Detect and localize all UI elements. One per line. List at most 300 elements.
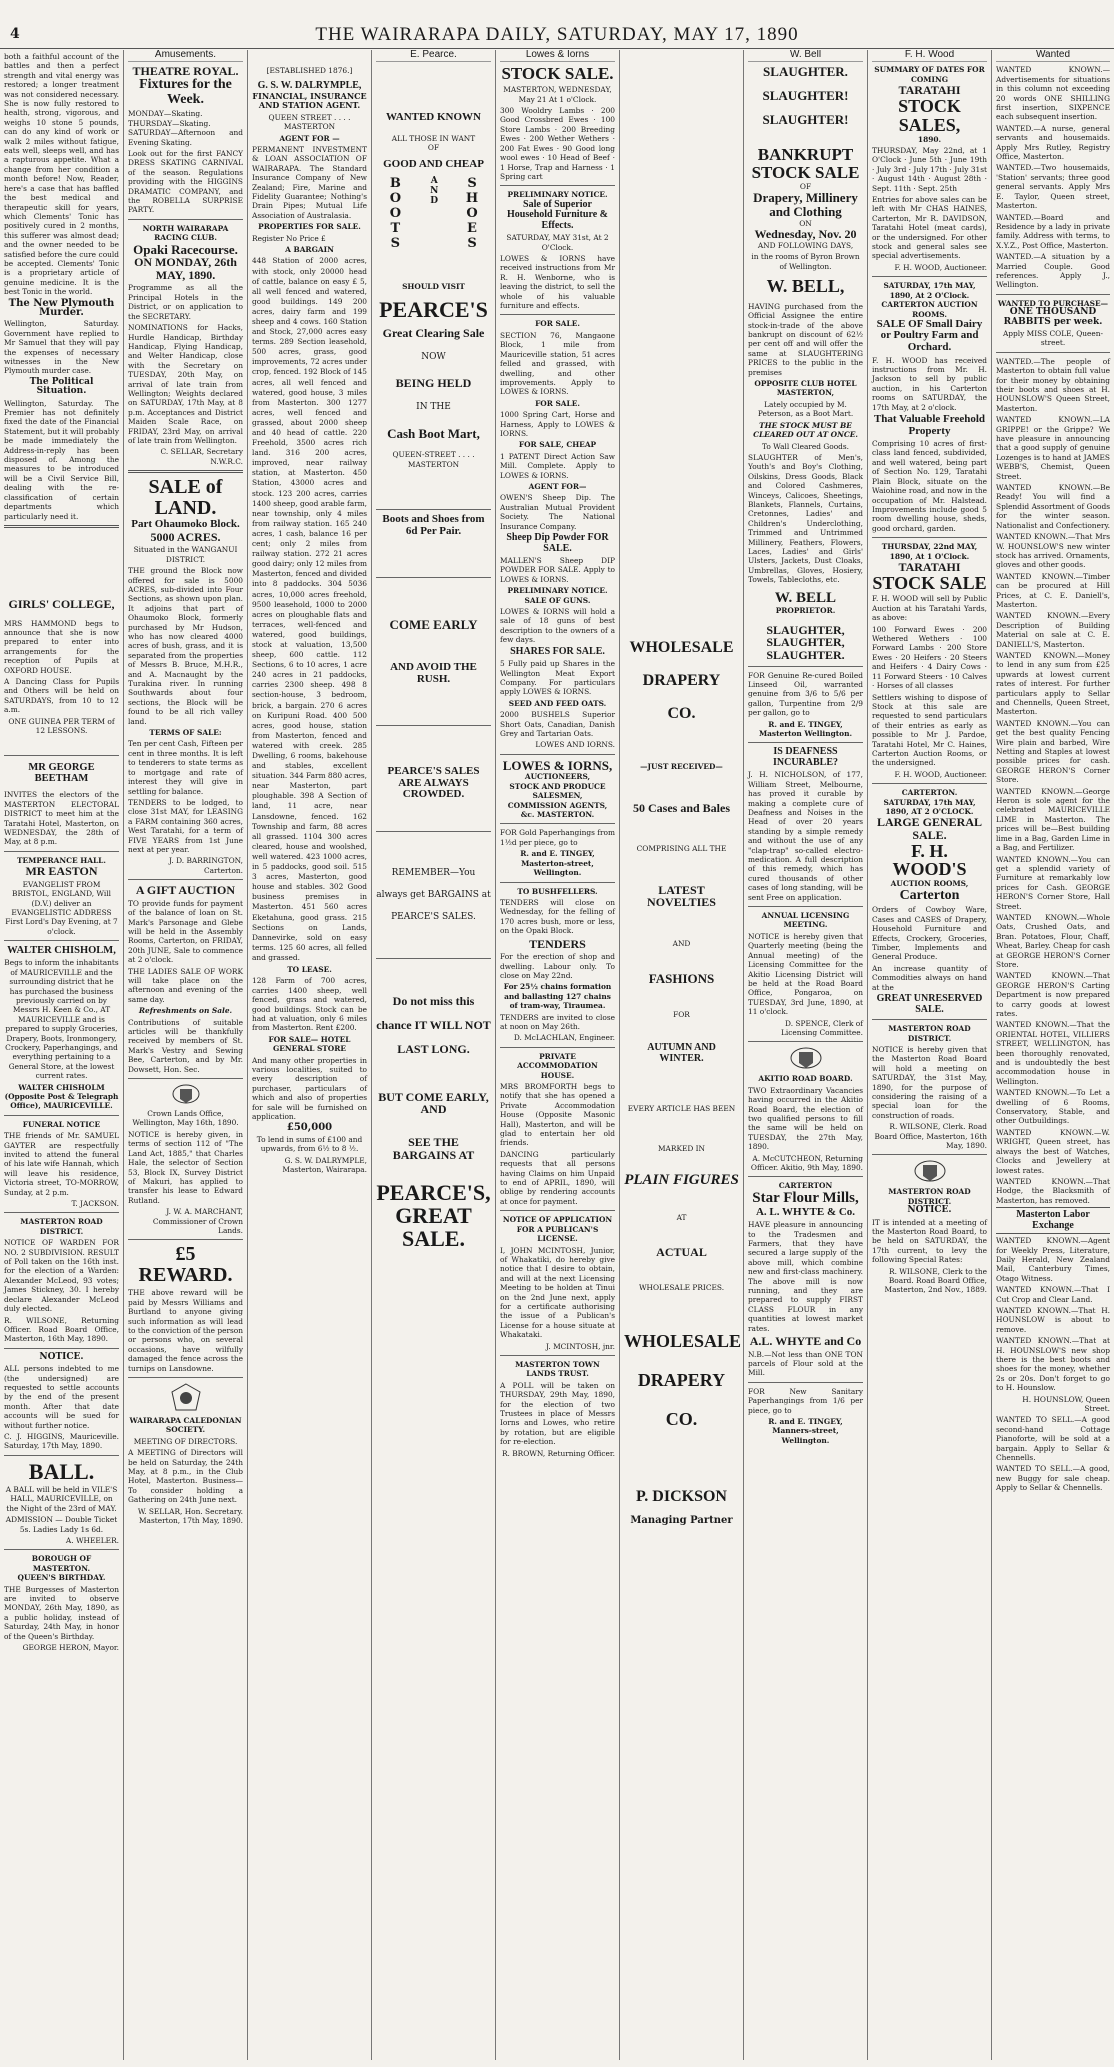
classified-ad: WANTED KNOWN.—That Mrs W. HOUNSLOW'S new winter stock has arrived. Ornaments, gloves and other goods. <box>996 532 1110 570</box>
classified-ad: WANTED KNOWN.—Whole Oats, Crushed Oats, and Bran. Potatoes, Flour, Chaff, Wheat, Barley. Cheap for cash at GEORGE HERON'S Corner Store. <box>996 912 1110 969</box>
ad-title: TERMS OF SALE: <box>149 728 222 738</box>
ad-text: EVERY ARTICLE HAS BEEN <box>627 1104 736 1114</box>
ad-title: GOOD AND CHEAP <box>383 157 484 170</box>
classified-ad: WANTED KNOWN.—That at H. HOUNSLOW'S new shop there is the best boots and shoes for the money, whether 2s or 20s. Don't forget to go to H. Hounslow. <box>996 1336 1110 1393</box>
ad-signature: R. WILSONE, Clerk to the Board. Road Board Office, Masterton, 2nd Nov., 1889. <box>884 1266 987 1295</box>
ad-text: THE friends of Mr. SAMUEL GAYTER are respectfully invited to attend the funeral of his late wife Hannah, which will leave his residence, Victoria street, TO-MORROW, Sunday, at 2 p.m. <box>4 1131 119 1197</box>
classified-ad: WANTED KNOWN.—Money to lend in any sum from £25 upwards at lowest current rates of interest. For further particulars apply to Sellar and Chennells, Queen Street, Masterton. <box>996 650 1110 717</box>
ad-text: QUEEN STREET . . . . MASTERTON <box>268 112 351 132</box>
ad-signature: R. and E. TINGEY, Manners-street, Wellington. <box>768 1417 843 1445</box>
society-crest-icon <box>166 1382 206 1412</box>
ad-title-reward: £5 REWARD. <box>138 1243 233 1287</box>
ad-text: NOMINATIONS for Hacks, Hurdle Handicap, Birthday Handicap, Flying Handicap, and Welter Handicap, close with the Secretary on TUESDAY, 20th May, on arrival of late train from Wellington; Weights declared on SATURDAY, 17th May, at 8 p.m. Acceptances and District Maiden Scale Race, on FRIDAY, 23rd May, on arrival of late train from Wellington. <box>128 323 243 445</box>
column-header: E. Pearce. <box>376 50 491 62</box>
ad-title: A. L. WHYTE & Co. <box>755 1205 856 1218</box>
boots-shoes-block <box>376 176 491 276</box>
ad-title: SHARES FOR SALE. <box>510 645 605 657</box>
ad-text: Programme as all the Principal Hotels in the District, or on application to the SECRETARY. <box>128 283 243 321</box>
ad-text: A Dancing Class for Pupils and Others will be held on SATURDAYS, from 10 to 12 a.m. <box>4 676 119 715</box>
ad-title: COME EARLY <box>389 617 478 633</box>
ad-text: 128 Farm of 700 acres, carries 1400 sheep, well fenced, grass and watered, good buildings. Stock can be had at valuation, only 6 miles from Masterton. Rent £200. <box>252 976 367 1033</box>
classified-ad: WANTED KNOWN.—You can get a splendid variety of Furniture at remarkably low prices for Cash. GEORGE HERON'S Corner Store, Hall Street. <box>996 854 1110 911</box>
ad-title: WALTER CHISHOLM, <box>7 945 116 957</box>
ad-text: PERMANENT INVESTMENT & LOAN ASSOCIATION OF WAIRARAPA. The Standard Insurance Company of New Zealand; Fire, Marine and Fidelity Guarantee; Nothing's Drain Pipes; Mutual Life Association of Australasia. <box>252 144 367 220</box>
ad-signature: H. HOUNSLOW, Queen Street. <box>1022 1394 1110 1414</box>
ad-title: WANTED KNOWN <box>385 111 482 124</box>
ad-title: A.L. WHYTE and Co <box>749 1333 862 1348</box>
coat-of-arms-icon <box>789 1046 823 1070</box>
ad-title: MASTERTON ROAD DISTRICT. <box>20 1217 103 1236</box>
headline: The Political Situation. <box>29 376 94 397</box>
ad-title: SATURDAY, 17th MAY, 1890, AT 2 O'CLOCK. <box>883 797 976 816</box>
ad-title: 50 Cases and Bales <box>632 800 730 815</box>
classified-ad: WANTED KNOWN.—George Heron is sole agent for the celebrated MAURICEVILLE LIME in Masterton. The prices will be—Best building lime in a Bag, Garden Lime in a Bag, and Fertilizer. <box>996 786 1110 853</box>
property-list: 448 Station of 2000 acres, with stock, only 20000 head of cattle, balance on easy £ 5, all well fenced and watered, good buildings. 149 200 acres, dairy farm and 199 sheep and 4 cows. 160 Station and Stock, 27,000 acres easy terms. 289 Section leasehold, 500 acres, grass, good improvements, 72 acres under crop, fenced. 192 Block of 145 acres, all well fenced and watered, good house, 3 miles from Masterton. 300 1277 acres, well fenced and grassed, about 2000 sheep and 40 head of cattle. 220 Freehold, 3500 acres rich land. 316 200 acres, improved, near railway station, at Masterton. 450 Station, 43000 acres and stock. 123 200 acres, carries 1400 sheep, good arable farm, near township, only 4 miles from railway station. 165 240 acres, 1 cash, balance 16 per cent; only 2 miles from railway station. 272 21 acres good dairy; only 12 miles from Masterton, fenced and divided into 8 paddocks. 304 5036 acres, 10,000 acres freehold, 9500 leasehold, 1000 to 2000 acres on ploughable flats and terraces, well-fenced and watered, good buildings, stock at valuation, 13,500 sheep, 600 cattle. 112 Sections, 6 to 10 acres, 1 acre 240 acres in 21 paddocks, carries 2300 sheep. 498 8 section-house, 3 bedroom, brick, a bargain. 270 6 acres on Kuripuni Road. 400 500 acres, good house, station from Masterton, fenced and watered with creek. 285 Dwelling, 6 rooms, bakehouse and stables, excellent situation. 344 Farm 880 acres, near Masterton, part ploughable. 398 A Section of land, 11 acre, near Lansdowne, fenced. 162 Township and farm, 88 acres all grassed. 1104 300 acres cleared, house and woolshed, well watered. 423 1000 acres, in 5 paddocks, good soil. 515 3 acres, Masterton, good house and stables. 302 Good business premises in Masterton. 451 560 acres Eketahuna, good grass. 215 Sections on Lands, Dannevirke, sold on easy terms. 125 60 acres, all felled and grassed. <box>252 256 367 962</box>
ad-title: CARTERTON. <box>901 788 958 798</box>
ad-title: SUMMARY OF DATES FOR COMING <box>874 65 985 84</box>
ad-title: BUT COME EARLY, AND <box>378 1089 489 1117</box>
ad-text: MRS BROMFORTH begs to notify that she has opened a Private Accommodation House (Opposite Masonic Hall), Masterton, and will be glad to entertain her old friends. <box>500 1082 615 1148</box>
classified-ad: WANTED KNOWN.—That I Cut Crop and Clear Land. <box>996 1285 1110 1304</box>
classified-ad: WANTED KNOWN.—Agent for Weekly Press, Literature, Daily Herald, New Zealand Mail, Canterbury Times, Otago Witness. <box>996 1236 1110 1283</box>
ad-text: Managing Partner <box>630 1514 733 1526</box>
ad-signature: R. and E. TINGEY, Masterton Wellington. <box>758 719 853 738</box>
ad-signature: R. WILSONE, Returning Officer. Road Board Office, Masterton, 16th May, 1890. <box>4 1315 119 1344</box>
ad-text: A POLL will be taken on THURSDAY, 29th May, 1890, for the election of two Trustees in place of Messrs Iorns and Lowes, who retire by rotation, but are eligible for re-election. <box>500 1380 615 1447</box>
ad-title: ON MONDAY, 26th MAY, 1890. <box>134 255 237 282</box>
ad-title: AUCTION ROOMS, <box>890 879 969 889</box>
ad-title: TO LEASE. <box>287 964 332 974</box>
page-number: 4 <box>10 26 20 42</box>
ad-text: 1000 Spring Cart, Horse and Harness, Apply to LOWES & IORNS. <box>500 410 615 438</box>
classified-ad: WANTED TO SELL.—A good second-hand Cottage Pianoforte, will be sold at a bargain. Apply to Sellar & Chennells. <box>996 1415 1110 1463</box>
ad-text: THE STOCK MUST BE CLEARED OUT AT ONCE. <box>753 420 858 440</box>
ad-title: PRELIMINARY NOTICE. <box>507 190 608 200</box>
ad-title: Carterton <box>899 887 960 903</box>
ad-title-pearces: PEARCE'S <box>379 296 488 322</box>
ad-title: Do not miss this chance IT WILL NOT LAST LONG. <box>376 993 491 1056</box>
ad-title: Refreshments on Sale. <box>138 1006 233 1016</box>
classified-ad: WANTED.—Two housemaids, 'Station' servants; three good general servants. Apply Mrs E. Taylor, Queen street, Masterton. <box>996 163 1110 211</box>
ad-text: MARKED IN <box>657 1143 706 1153</box>
ad-text: TENDERS to be lodged, to close 31st MAY, for LEASING a FARM containing 360 acres, West Taratahi, for a term of FIVE YEARS from 1st June next at per year. <box>128 797 243 854</box>
ad-title: Drapery, Millinery and Clothing <box>753 190 858 220</box>
ad-signature: GEORGE HERON, Mayor. <box>22 1642 119 1652</box>
ad-text: To Wall Cleared Goods. <box>761 441 850 451</box>
ad-text: A BALL will be held in VILE'S HALL, MAURICEVILLE, on the Night of the 23rd of MAY. <box>5 1484 118 1513</box>
ad-text: THE above reward will be paid by Messrs Williams and Burtland to anyone giving such information as will lead to the conviction of the person or persons who, on several occasions, have wilfully damaged the fence across the turnips on Lansdowne. <box>128 1288 243 1373</box>
ad-title: WHOLESALE <box>624 1331 742 1352</box>
ad-title: CO. <box>667 704 696 722</box>
ad-title: WHOLESALE <box>629 639 734 656</box>
classified-ad: WANTED KNOWN.—That Hodge, the Blacksmith of Masterton, has removed. <box>996 1176 1110 1205</box>
ad-text: 300 Wooldry Lambs · 200 Good Crossbred Ewes · 100 Store Lambs · 200 Breeding Ewes · 200 Wether Wethers · 200 Fat Ewes · 90 Good long wool ewes · 10 Head of Beef · 1 Horse, Trap and Harness · 1 Spring cart <box>500 106 615 181</box>
ad-title: COMMISSION AGENTS, &c. MASTERTON. <box>507 800 608 820</box>
ad-text: Begs to inform the inhabitants of MAURICEVILLE and the surrounding district that he has purchased the business previously carried on by Messrs H. Keen & Co., AT MAURICEVILLE and is prepared to supply Groceries, Drapery, Boots, Ironmongery, Crockery, Paperhangings, and everything pertaining to a General Store, at the lowest current rates. <box>4 958 119 1081</box>
ad-title: FUNERAL NOTICE <box>22 1119 101 1129</box>
ad-title: FASHIONS <box>648 971 715 987</box>
classified-ad: WANTED KNOWN.—That H. HOUNSLOW is about to remove. <box>996 1305 1110 1334</box>
ad-text: NOTICE is hereby given that the Masterton Road Board will hold a meeting on SATURDAY, the 31st May, 1890, for the purpose of considering the raising of a special loan for the construction of roads. <box>872 1044 987 1120</box>
ad-title: SLAUGHTER, <box>766 635 845 650</box>
ad-title: SATURDAY, 17th MAY, 1890, At 2 O'Clock. <box>883 281 976 300</box>
ad-title: STOCK SALES, <box>898 95 961 135</box>
ad-text: AND <box>672 938 691 948</box>
ad-title: SLAUGHTER. <box>763 64 848 80</box>
ad-title: W. BELL <box>774 589 837 606</box>
ad-title: CARTERTON <box>778 1181 833 1191</box>
ad-text: Lately occupied by M. Peterson, as a Boot Mart. <box>757 399 854 419</box>
ad-title: THEATRE ROYAL. <box>132 64 239 79</box>
ad-text: ALL persons indebted to me (the undersigned) are requested to settle accounts by the end of the present month. After that date accounts will be sued for without further notice. <box>4 1364 119 1430</box>
ad-title: NOTICE. <box>907 1205 952 1216</box>
column-header: Lowes & Iorns <box>500 50 615 62</box>
ad-text: J. H. NICHOLSON, of 177, William Street, Melbourne, has proved it curable by making a complete cure of Deafness and Noises in the Head of over 20 years standing by a simple remedy and without the use of any "clap-trap" so-called electro-medication. A full description of this remedy, which has cured thousands of other cases of long standing, will be sent Free on application. <box>748 770 863 902</box>
ad-text: MEETING OF DIRECTORS. <box>133 1436 238 1446</box>
ad-title: £50,000 <box>286 1122 333 1134</box>
ad-text: FOR Genuine Re-cured Boiled Linseed Oil, warranted genuine from 3/6 to 5/6 per gallon, Turpentine from 2/9 per gallon, go to <box>748 670 863 718</box>
ad-title: SLAUGHTER! <box>762 111 849 127</box>
ad-title: DRAPERY <box>642 671 721 689</box>
ad-text: SATURDAY, MAY 31st, At 2 O'Clock. <box>506 233 609 252</box>
ad-title: SLAUGHTER, <box>766 622 845 637</box>
ad-text: OF <box>427 143 440 153</box>
ad-title: For 25½ chains formation and ballasting 127 chains of tram-way, Tiraumea. <box>503 982 612 1011</box>
ad-text: OWEN'S Sheep Dip. The Australian Mutual Provident Society. The National Insurance Company. <box>500 493 615 531</box>
ad-title: LATEST NOVELTIES <box>647 882 716 910</box>
ad-text: 2000 BUSHELS Superior Short Oats, Canadian, Danish Grey and Tartarian Oats. <box>500 710 615 738</box>
ad-title: ANNUAL LICENSING MEETING. <box>761 911 850 930</box>
ad-signature: F. H. WOOD, Auctioneer. <box>894 769 987 779</box>
ad-text: FOR New Sanitary Paperhangings from 1/6 per piece, go to <box>748 1386 863 1415</box>
classified-ad: WANTED KNOWN.—That the ORIENTAL HOTEL, VILLIERS STREET, WELLINGTON, has been thoroughly renovated, and is undoubtedly the best accommodation house in Wellington. <box>996 1020 1110 1086</box>
ad-text: HAVE pleasure in announcing to the Tradesmen and Farmers, that they have secured a large supply of the above mill, which combine new and first-class machinery. The above mill is now running, and they are prepared to supply FIRST CLASS FLOUR in any quantities at lowest market rates. <box>748 1220 863 1333</box>
newspaper-title: THE WAIRARAPA DAILY, SATURDAY, MAY 17, 1890 <box>315 24 799 45</box>
ad-title: TO BUSHFELLERS. <box>517 886 598 896</box>
ad-signature: J. D. BARRINGTON, Carterton. <box>169 856 243 875</box>
ad-text: Look out for the first FANCY DRESS SKATING CARNIVAL of the season. Regulations providing with the HIGGINS DRAMATIC COMPANY, and the ROBELLA SURPRISE PARTY. <box>128 149 243 215</box>
ad-text: HAVING purchased from the Official Assignee the entire stock-in-trade of the above bankrupt on discount of 62½ per cent off and will offer the same at SLAUGHTERING PRICES to the public in the premises <box>748 301 863 377</box>
ad-text: SECTION 76, Mangaone Block, 1 mile from Mauriceville station, 51 acres felled and grassed, with dwelling, and other improvements. Apply to LOWES & IORNS. <box>500 330 615 397</box>
ad-title: Part Ohaumoko Block. <box>131 518 240 531</box>
ad-title: TENDERS <box>529 936 586 951</box>
ad-text: COMPRISING ALL THE <box>636 844 727 854</box>
ad-title: NORTH WAIRARAPA RACING CLUB. <box>142 223 229 243</box>
ad-text: THE LADIES SALE OF WORK will take place on the afternoon and evening of the same day. <box>128 966 243 1004</box>
ad-signature: W. SELLAR, Hon. Secretary. Masterton, 17th May, 1890. <box>137 1506 243 1526</box>
ad-text: IN THE <box>416 402 451 413</box>
column-6 <box>620 50 743 2060</box>
ad-text: AT <box>676 1213 687 1222</box>
ad-title: P. DICKSON <box>636 1488 727 1506</box>
ad-text: NOW <box>421 352 446 363</box>
ad-text: NOTICE OF WARDEN FOR NO. 2 SUBDIVISION. RESULT of Poll taken on the 16th inst. for the election of a Warden: Alexander McLeod, 93 votes; James Stickney, 30. I hereby declare Alexander McLeod duly elected. <box>4 1238 119 1314</box>
ad-title: SALE OF Small Dairy or Poultry Farm and Orchard. <box>876 317 983 353</box>
classified-ad: WANTED.—Board and Residence by a lady in private family. Address with terms, to X.Y.Z., Post Office, Masterton. <box>996 212 1110 250</box>
ad-signature: C. J. HIGGINS, Mauriceville. Saturday, 17th May, 1890. <box>4 1431 119 1451</box>
ad-title: 5000 ACRES. <box>150 529 221 544</box>
ad-title: PRIVATE ACCOMMODATION HOUSE. <box>517 1051 598 1080</box>
ad-text: ALL THOSE IN WANT <box>391 133 476 143</box>
ad-title: WAIRARAPA CALEDONIAN SOCIETY. <box>129 1416 242 1435</box>
ad-text: An increase quantity of Commodities always on hand at the <box>872 963 987 992</box>
ad-text: SLAUGHTER of Men's, Youth's and Boy's Clothing, Oilskins, Dress Goods, Black and Colored Cashmeres, Winceys, Calicoes, Sheetings, Blankets, Flannels, Curtains, Cretonnes, Ladies' and Children's Underclothing, Trimmed and Untrimmed Millinery, Feathers, Flowers, Laces, Ladies' and Girls' Ulsters, Jackets, Dust Cloaks, Umbrellas, Gloves, Hosiery, Towels, Tablecloths, etc. <box>748 452 863 585</box>
classified-ad: WANTED KNOWN.—Advertisements for situations in this column not exceeding 20 words ONE SHILLING first insertion, SIXPENCE each subsequent insertion. <box>996 65 1110 122</box>
ad-text: 1 PATENT Direct Action Saw Mill. Complete. Apply to LOWES & IORNS. <box>500 451 615 480</box>
ad-title: AKITIO ROAD BOARD. <box>758 1074 853 1084</box>
ad-title: PEARCE'S SALES ARE ALWAYS CROWDED. <box>387 765 480 801</box>
ad-title: Star Flour Mills, <box>752 1189 859 1206</box>
ad-text: EVANGELIST FROM BRISTOL, ENGLAND, Will (D.V.) deliver an EVANGELISTIC ADDRESS First Lord's Day Evening, at 7 o'clock. <box>5 879 118 936</box>
ad-title: TARATAHI <box>898 559 961 574</box>
ad-text: WALTER CHISHOLM (Opposite Post & Telegraph Office), MAURICEVILLE. <box>4 1082 119 1111</box>
ad-title: BOROUGH OF MASTERTON. <box>31 1554 92 1573</box>
ad-text: PROPRIETOR. <box>775 606 836 616</box>
classified-ad: WANTED KNOWN.—LA GRIPPE! or the Grippe? We have pleasure in announcing that a good supply of genuine Lozenges is to hand at JAMES WEBB'S, Chemist, Queen Street. <box>996 415 1110 481</box>
ad-text: DANCING particularly requests that all persons having Claims on him Unpaid to end of APRIL, 1890, will oblige by rendering accounts at once for payment. <box>500 1149 615 1206</box>
ad-title: F. H. WOOD'S <box>892 840 967 880</box>
ad-title: AUCTIONEERS, <box>524 772 591 782</box>
ad-text: IT is intended at a meeting of the Masterton Road Board, to be held on SATURDAY, the 17th current, to levy the following Special Rates: <box>872 1217 987 1265</box>
ad-text: TO provide funds for payment of the balance of loan on St. Mark's Parsonage and Glebe will be held in the Assembly Rooms, Carterton, on FRIDAY, 20th JUNE, Sale to commence at 2 o'clock. <box>128 898 243 965</box>
ad-title: IS DEAFNESS INCURABLE? <box>772 746 838 768</box>
ad-title-ball: BALL. <box>28 1458 95 1484</box>
ad-text: 100 Forward Ewes · 200 Wethered Wethers · 100 Forward Lambs · 200 Store Ewes · 20 Heifers · 20 Steers and Heifers · 4 Dairy Cows · 11 Forward Steers · 10 Calves · Horses of all classes <box>872 624 987 691</box>
ad-text: 5 Fully paid up Shares in the Wellington Meat Export Company. For particulars apply LOWES & IORNS. <box>500 659 615 697</box>
ad-title: FOR SALE— HOTEL GENERAL STORE <box>268 1034 351 1054</box>
ad-text: MASTERTON, WEDNESDAY, May 21 At 1 o'Clock. <box>503 85 612 104</box>
ad-signature: LOWES AND IORNS. <box>535 740 615 750</box>
ad-text: Orders of Cowboy Ware, Cases and CASES of Drapery, Household Furniture and Effects, Crockery, Groceries, Timber, Implements and General Produce. <box>872 905 987 962</box>
ad-text: Apply MISS COLE, Queen-street. <box>1002 328 1104 348</box>
classified-ad: WANTED TO SELL.—A good, new Buggy for sale cheap. Apply to Sellar & Chennells. <box>996 1464 1110 1493</box>
ad-title: FOR SALE. <box>535 319 580 329</box>
ad-title: PRELIMINARY NOTICE. <box>507 586 608 596</box>
ad-text: THE Burgesses of Masterton are invited to observe MONDAY, 26th May, 1890, as a public holiday, instead of Saturday, 24th May, in honor of the Queen's Birthday. <box>4 1584 119 1641</box>
ad-signature: R. and E. TINGEY, Masterton-street, Wellington. <box>520 849 595 878</box>
classified-ad: WANTED KNOWN.—That GEORGE HERON'S Carting Department is now prepared to carry goods at lowest rates. <box>996 971 1110 1018</box>
ad-text: in the rooms of Byron Brown of Wellington. <box>751 252 860 271</box>
column-7 <box>744 50 867 2060</box>
column-header: Amusements. <box>128 50 243 62</box>
ad-title: Sheep Dip Powder FOR SALE. <box>506 532 609 554</box>
ad-signature: J. MCINTOSH, jnr. <box>545 1341 615 1351</box>
ad-text: NOTICE is hereby given, in terms of section 112 of "The Land Act, 1885," that Charles Hale, the selector of Section 53, Block IX, Survey District of Makuri, has applied to transfer his lease to Edward Rutland. <box>128 1129 243 1205</box>
coat-of-arms-icon <box>913 1159 947 1183</box>
ad-title: MR GEORGE BEETHAM <box>28 762 95 785</box>
article-text: Wellington, Saturday. Government have replied to Mr Samuel that they will pay the expenses of necessary witnesses in the New Plymouth murder case. <box>4 319 119 376</box>
ad-text: TWO Extraordinary Vacancies having occurred in the Akitio Road Board, the election of two qualified persons to fill the same will be held on TUESDAY, the 27th May, 1890. <box>748 1085 863 1152</box>
ad-title: AGENT FOR— <box>528 481 587 491</box>
ad-text: [ESTABLISHED 1876.] <box>266 66 353 75</box>
ad-signature: G. S. W. DALRYMPLE, Masterton, Wairarapa. <box>282 1155 367 1175</box>
ad-signature: C. SELLAR, Secretary N.W.R.C. <box>160 447 243 466</box>
ad-title: SHOES <box>464 176 480 252</box>
ad-text: TENDERS are invited to close at noon on May 26th. <box>500 1012 615 1031</box>
ad-text: INVITES the electors of the MASTERTON ELECTORAL DISTRICT to meet him at the Taratahi Hotel, Masterton, on WEDNESDAY, the 28th of May, at 8 p.m. <box>4 790 119 847</box>
ad-text: Comprising 10 acres of first-class land fenced, subdivided, and well watered, being part of Section No. 129, Taratahi Plain Block, situate on the Waiohine road, and now in the occupation of Mr. Halstead. Improvements include good 5 room dwelling house, sheds, good orchard, garden. <box>872 439 987 533</box>
ad-title: GREAT UNRESERVED SALE. <box>876 993 983 1015</box>
ad-title: SALE OF GUNS. <box>524 595 591 605</box>
column-8 <box>868 50 991 2060</box>
ad-text: F. H. WOOD will sell by Public Auction at his Taratahi Yards, as above: <box>872 594 987 623</box>
ad-title: PEARCE'S, GREAT SALE. <box>376 1180 491 1252</box>
ad-text: FOR <box>673 1010 690 1020</box>
ad-title-sale-of-land: SALE of LAND. <box>148 476 223 520</box>
ad-title: G. S. W. DALRYMPLE, <box>257 80 362 92</box>
ad-signature: A. WHEELER. <box>65 1535 119 1545</box>
ad-title: Cash Boot Mart, <box>387 425 480 441</box>
ad-title: MASTERTON ROAD DISTRICT. <box>888 1024 971 1043</box>
ad-text: SHOULD VISIT <box>402 282 465 292</box>
ad-title: MASTERTON ROAD DISTRICT. <box>888 1187 971 1206</box>
ad-title: Wednesday, Nov. 20 <box>754 227 857 242</box>
ad-text: TENDERS will close on Wednesday, for the felling of 170 acres bush, more or less, on the Opaki Block. <box>500 897 615 936</box>
ad-signature: J. W. A. MARCHANT, Commissioner of Crown Lands. <box>152 1207 243 1235</box>
classified-ad: WANTED.—The people of Masterton to obtain full value for their money by obtaining their boots and shoes at H. HOUNSLOW'S Queen Street, Masterton. <box>996 356 1110 413</box>
ad-text: FOR Gold Paperhangings from 1½d per piece, go to <box>500 828 615 847</box>
ad-title: FINANCIAL, INSURANCE AND STATION AGENT. <box>252 90 367 111</box>
ad-text: Crown Lands Office, Wellington, May 16th, 1890. <box>132 1109 239 1128</box>
classified-ad: WANTED KNOWN.—Every Description of Building Material on sale at C. E. DANIELL'S, Masterton. <box>996 611 1110 649</box>
ad-text: ADMISSION — Double Ticket 5s. Ladies Lady 1s 6d. <box>5 1515 118 1534</box>
ad-text: OF <box>799 182 812 192</box>
ad-text: NOTICE is hereby given that Quarterly meeting (being the Annual meeting) of the Licensing Committee for the Akitio Licensing District will be held at the Road Board Office, Pongaroa, on TUESDAY, 3rd June, 1890, at 11 o'clock. <box>748 931 863 1017</box>
ad-title: BOOTS <box>387 176 403 252</box>
ad-text: Settlers wishing to dispose of Stock at this sale are requested to send particulars of their entries as early as possible to Mr J. Pardoe, Taratahi Hotel, Mr C. Haines, Carterton Auction Rooms, or the undersigned. <box>872 692 987 768</box>
ad-text: N.B.—Not less than ONE TON parcels of Flour sold at the Mill. <box>748 1349 863 1378</box>
ad-text: For the erection of shop and dwelling. Labour only. To close on May 22nd. <box>500 952 615 980</box>
ad-title: CO. <box>665 1409 698 1430</box>
ad-title: That Valuable Freehold Property <box>873 412 986 437</box>
ad-title: NOTICE. <box>39 1351 84 1362</box>
ad-text: I, JOHN MCINTOSH, Junior, of Whakatiki, do hereby give notice that I desire to obtain, and will at the next Licensing Meeting to be holden at Tinui on the 2nd June next, apply for a certificate authorising the issue of a Publican's License for a house situate at Whakataki. <box>500 1245 615 1340</box>
ad-title: STOCK AND PRODUCE SALESMEN, <box>509 781 606 801</box>
column-9 <box>992 50 1114 2060</box>
ad-text: QUEEN-STREET . . . . MASTERTON <box>392 450 475 469</box>
ad-title: QUEEN'S BIRTHDAY. <box>17 1573 106 1583</box>
ad-text: WHOLESALE PRICES. <box>638 1283 725 1292</box>
column-header: F. H. Wood <box>872 50 987 62</box>
ad-text: MONDAY—Skating. THURSDAY—Skating. SATURDAY—Afternoon and Evening Skating. <box>128 109 243 147</box>
classified-ad: WANTED KNOWN.—W. WRIGHT, Queen street, has always the best of Watches, Clocks and Jewellery at lowest rates. <box>996 1127 1110 1175</box>
ad-title: SEED AND FEED OATS. <box>508 698 607 708</box>
ad-signature: D. McLACHLAN, Engineer. <box>513 1033 615 1043</box>
ad-text: AND <box>429 176 440 207</box>
ad-title: LOWES & IORNS, <box>502 757 613 773</box>
ad-text: MALLEN'S Sheep DIP POWDER FOR SALE. Apply to LOWES & IORNS. <box>500 556 615 584</box>
ad-title: BANKRUPT STOCK SALE <box>751 145 860 183</box>
ad-title: AUTUMN AND WINTER. <box>647 1042 716 1064</box>
ad-title: SEE THE BARGAINS AT <box>392 1134 475 1162</box>
ad-text: Situated in the WANGANUI DISTRICT. <box>133 545 238 564</box>
classified-ad: WANTED KNOWN.—Be Ready! You will find a Splendid Assortment of Goods for the winter season. Nationalist and Confectionery. <box>996 483 1111 530</box>
column-2 <box>124 50 247 2060</box>
ad-title: TEMPERANCE HALL. <box>17 855 106 865</box>
ad-text: To lend in sums of £100 and upwards, from 6½ to 8 ½. <box>256 1134 363 1154</box>
ad-title: MR EASTON <box>25 864 98 879</box>
ad-text: LOWES & IORNS have received instructions from Mr R. H. Wenborne, who is leaving the district, to sell the whole of his valuable furniture and effects. <box>500 254 615 311</box>
ad-text: F. H. WOOD has received instructions from Mr. H. Jackson to sell by public auction, in his Carterton rooms on SATURDAY, the 17th May, at 2 o'clock. <box>872 355 987 412</box>
ad-title: FOR SALE, CHEAP <box>518 440 597 450</box>
ad-title: Boots and Shoes from 6d Per Pair. <box>382 513 485 537</box>
ad-title: STOCK SALE <box>872 572 987 593</box>
ad-text: ON <box>799 218 812 228</box>
ad-text: LOWES & IORNS will hold a sale of 18 guns of best description to the owners of a few days. <box>500 607 615 645</box>
column-1 <box>0 50 123 2060</box>
ad-title: AND AVOID THE RUSH. <box>390 661 477 685</box>
ad-title: TARATAHI <box>898 83 961 98</box>
ad-title: Masterton Labor Exchange <box>996 1207 1110 1234</box>
ad-text: Register No Price £ <box>252 233 326 243</box>
ad-signature: R. WILSONE, Clerk. Road Board Office, Masterton, 16th May, 1890. <box>874 1122 987 1150</box>
ad-title: OPPOSITE CLUB HOTEL MASTERTON, <box>754 379 857 398</box>
classified-ad: WANTED.—A situation by a Married Couple. Good references. Apply J., Wellington. <box>996 252 1110 290</box>
article-text: both a faithful account of the battles and then a perfect strength and vital energy was restored; a longer treatment was not considered necessary. She is now fully restored to health, strong, vigorous, and weighs 10 stone 5 pounds, can do any kind of work or walk 2 miles without fatigue, eats well, sleeps well, and has a rapturous appetite. What a change from her condition a month before! Now, Reader, here's a case that has baffled the best medical and therapeutic skill for years, which Clements' Tonic has positively cured in 2 months, this sufferer was almost dead; and the owner needed to be satisfied before the cure could be accepted. Clements' Tonic is a proprietary article of genuine medicine. It is the best Tonic in the world. <box>4 52 119 297</box>
ad-text: ONE GUINEA PER TERM of 12 LESSONS. <box>8 716 115 735</box>
ad-text: AND FOLLOWING DAYS, <box>757 240 854 250</box>
ad-title: DRAPERY <box>637 1370 726 1391</box>
ad-title: PLAIN FIGURES <box>624 1172 739 1189</box>
ad-title: Sale of Superior Household Furniture & Effects. <box>507 198 608 231</box>
ad-title: W. BELL, <box>766 275 845 296</box>
ad-title: SLAUGHTER. <box>766 647 845 662</box>
ad-title: A BARGAIN <box>285 245 334 254</box>
column-4 <box>372 50 495 2060</box>
ad-signature: F. H. WOOD, Auctioneer. <box>894 262 987 272</box>
ad-text: Contributions of suitable articles will be thankfully received by members of St. Mark's Vestry and Sewing Bee, Carterton, and by Mr. Dowsett, Hon. Sec. <box>128 1017 243 1074</box>
ad-title: CARTERTON AUCTION ROOMS. <box>881 300 978 319</box>
ad-title: Opaki Racecourse. <box>133 241 238 257</box>
ad-title: BEING HELD <box>395 375 472 390</box>
ad-title: ACTUAL <box>656 1245 707 1260</box>
masthead <box>0 22 1114 49</box>
ad-signature: R. BROWN, Returning Officer. <box>501 1448 615 1458</box>
classified-ad: WANTED.—A nurse, general servants and housemaids. Apply Mrs Rutley, Registry Office, Masterton. <box>996 123 1110 162</box>
ad-text: A MEETING of Directors will be held on Saturday, the 24th May, at 8 p.m., in the Club Hotel, Masterton. Business—To consider holding a Gathering on 24th June next. <box>128 1448 243 1505</box>
ad-title: STOCK SALE. <box>501 64 614 84</box>
column-header: W. Bell <box>748 50 863 62</box>
ad-text: THE ground the Block now offered for sale is 5000 ACRES, sub-divided into Four Sections, as shown upon plan. It adjoins that part of Ohaumoko Block, formerly purchased by Mr Hudson, who has now cleared 4000 acres of bush, grass, and it is separated from the properties of Messrs B. Bruce, M.H.R., and A. Macnaught by the Turakina river. In running Southwards about four sections, the Block will be found to be all rich valley land. <box>128 566 243 726</box>
ad-text: MRS HAMMOND begs to announce that she is now prepared to enter into arrangements for the reception of Pupils at OXFORD HOUSE. <box>4 618 119 675</box>
ad-title: Great Clearing Sale <box>382 325 485 340</box>
ad-text: And many other properties in various localities, suited to every description of purchaser, particulars of which and also of properties for sale will be furnished on application. <box>252 1055 367 1122</box>
ad-title: NOTICE OF APPLICATION FOR A PUBLICAN'S LICENSE. <box>502 1215 613 1244</box>
coat-of-arms-icon <box>171 1083 201 1105</box>
ad-signature: T. JACKSON. <box>71 1199 119 1209</box>
ad-title: A GIFT AUCTION <box>135 883 236 898</box>
ad-text: —JUST RECEIVED— <box>640 762 723 772</box>
ad-title: SLAUGHTER! <box>762 88 849 104</box>
column-3 <box>248 50 371 2060</box>
headline: The New Plymouth Murder. <box>8 297 115 318</box>
ad-title: AGENT FOR — <box>279 133 340 143</box>
ad-title: ONE THOUSAND RABBITS per week. <box>1003 307 1103 327</box>
ad-signature: D. SPENCE, Clerk of Licensing Committee. <box>780 1018 863 1037</box>
ad-text: Entries for above sales can be left with Mr CHAS HAINES, Carterton, Mr R. DAVIDSON, Taratahi Hotel (meat cards), or the undersigned. For other stock and general sales see special advertisements. <box>872 195 987 261</box>
column-header: Wanted <box>996 50 1110 62</box>
ad-title: PROPERTIES FOR SALE. <box>258 222 361 232</box>
ad-text: REMEMBER—You always get BARGAINS at PEARCE'S SALES. <box>376 867 491 922</box>
ad-title: WANTED TO PURCHASE— <box>997 298 1109 308</box>
ad-text: 1890. <box>917 134 942 144</box>
classified-ad: WANTED KNOWN.—Timber can be procured at Hill Prices, at C. E. Daniell's, Masterton. <box>996 571 1110 609</box>
ad-text: THURSDAY, May 22nd, at 1 O'Clock · June 5th · June 19th · July 3rd · July 17th · July 31st · August 14th · August 28th · Sept. 11th · Sept. 25th <box>872 146 987 193</box>
column-5 <box>496 50 619 2060</box>
ad-title: FOR SALE. <box>535 398 580 408</box>
article-text: Wellington, Saturday. The Premier has not definitely fixed the date of the Financial Statement, but it will probably be made immediately the Address-in-reply has been disposed of. Among the measures to be introduced will be a Civil Service Bill, dealing with the re-classification of certain departments which particularly need it. <box>4 398 119 521</box>
ad-title: THURSDAY, 22nd MAY, 1890, At 1 O'Clock. <box>881 542 978 561</box>
